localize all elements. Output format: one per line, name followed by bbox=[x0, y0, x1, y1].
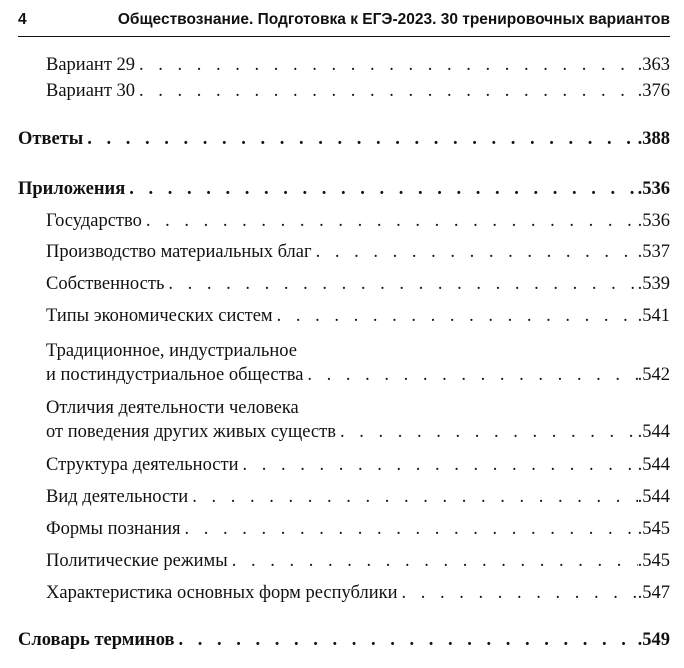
dot-leader bbox=[312, 240, 638, 264]
toc-entry-republic-forms[interactable] bbox=[0, 581, 684, 605]
toc-entry-title-line1: Отличия деятельности человека bbox=[46, 398, 299, 418]
toc-entry-cognition-forms[interactable] bbox=[0, 517, 684, 541]
dot-leader bbox=[174, 628, 637, 652]
book-title: Обществознание. Подготовка к ЕГЭ-2023. 30 тренировочных вариантов bbox=[117, 11, 670, 28]
dot-leader bbox=[180, 517, 637, 541]
toc-entry-societies[interactable] bbox=[0, 339, 684, 387]
toc-entry-page: .539 bbox=[637, 274, 670, 294]
toc-entry-page: .547 bbox=[637, 583, 670, 603]
toc-entry-page: .363 bbox=[637, 55, 670, 75]
toc-entry-title: Структура деятельности bbox=[46, 455, 239, 475]
toc-entry-page: .549 bbox=[637, 630, 670, 650]
toc-entry-page: .542 bbox=[637, 365, 670, 385]
dot-leader bbox=[398, 581, 638, 605]
toc-entry-political-regimes[interactable] bbox=[0, 549, 684, 573]
toc-entry-glossary[interactable] bbox=[0, 628, 684, 652]
dot-leader bbox=[135, 79, 638, 103]
toc-entry-page: .536 bbox=[637, 179, 670, 199]
toc-entry-variant-30[interactable] bbox=[0, 79, 684, 103]
toc-entry-page: .376 bbox=[637, 81, 670, 101]
dot-leader bbox=[188, 485, 637, 509]
toc-entry-page: .545 bbox=[637, 519, 670, 539]
toc-entry-title: Типы экономических систем bbox=[46, 306, 273, 326]
page-number: 4 bbox=[18, 11, 27, 28]
dot-leader bbox=[239, 453, 638, 477]
dot-leader bbox=[273, 304, 638, 328]
toc-entry-title: Словарь терминов bbox=[18, 630, 175, 650]
toc-entry-title: Производство материальных благ bbox=[46, 242, 312, 262]
toc-entry-title: Политические режимы bbox=[46, 551, 228, 571]
toc-entry-title: Приложения bbox=[18, 179, 126, 199]
toc-entry-page: .544 bbox=[637, 455, 670, 475]
toc-entry-page: .541 bbox=[637, 306, 670, 326]
toc-entry-property[interactable] bbox=[0, 272, 684, 296]
toc-entry-production[interactable] bbox=[0, 240, 684, 264]
toc-entry-activity-structure[interactable] bbox=[0, 453, 684, 477]
toc-entry-title-line2: от поведения других живых существ bbox=[46, 422, 336, 442]
toc-entry-page: .536 bbox=[637, 211, 670, 231]
toc-entry-title: Характеристика основных форм республики bbox=[46, 583, 398, 603]
dot-leader bbox=[135, 53, 638, 77]
toc-entry-title: Формы познания bbox=[46, 519, 181, 539]
toc-entry-activity-type[interactable] bbox=[0, 485, 684, 509]
toc-entry-title: Вариант 29 bbox=[46, 55, 136, 75]
toc-entry-title: Собственность bbox=[46, 274, 165, 294]
toc-entry-title: Государство bbox=[46, 211, 142, 231]
toc-entry-state[interactable] bbox=[0, 209, 684, 233]
dot-leader bbox=[164, 272, 637, 296]
dot-leader bbox=[125, 177, 637, 201]
toc-entry-activity-differences[interactable] bbox=[0, 396, 684, 444]
toc-entry-page: .544 bbox=[637, 487, 670, 507]
dot-leader bbox=[83, 127, 637, 151]
dot-leader bbox=[303, 363, 637, 387]
toc-entry-title: Вариант 30 bbox=[46, 81, 136, 101]
toc-entry-title-line1: Традиционное, индустриальное bbox=[46, 341, 297, 361]
toc-entry-page: .544 bbox=[637, 422, 670, 442]
toc-entry-title-line2: и постиндустриальное общества bbox=[46, 365, 304, 385]
dot-leader bbox=[336, 420, 638, 444]
toc-entry-answers[interactable] bbox=[0, 127, 684, 151]
toc-entry-page: .388 bbox=[637, 129, 670, 149]
dot-leader bbox=[142, 209, 638, 233]
toc-entry-appendices[interactable] bbox=[0, 177, 684, 201]
toc-entry-page: .545 bbox=[637, 551, 670, 571]
toc-entry-title: Вид деятельности bbox=[46, 487, 189, 507]
toc-entry-economic-systems[interactable] bbox=[0, 304, 684, 328]
toc-entry-title: Ответы bbox=[18, 129, 84, 149]
dot-leader bbox=[228, 549, 638, 573]
toc-entry-variant-29[interactable] bbox=[0, 53, 684, 77]
toc-entry-page: .537 bbox=[637, 242, 670, 262]
